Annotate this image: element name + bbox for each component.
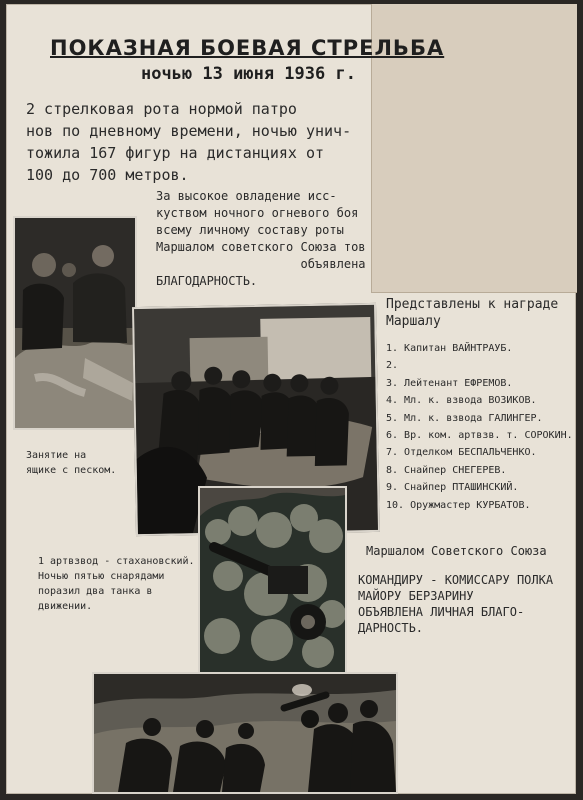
photo-soldiers-position bbox=[92, 672, 398, 794]
list-item: 4. Мл. к. взвода ВОЗИКОВ. bbox=[386, 395, 537, 407]
list-item: 1. Капитан ВАЙНТРАУБ. bbox=[386, 343, 513, 354]
page-subtitle: ночью 13 июня 1936 г. bbox=[141, 64, 356, 84]
list-item: 8. Снайпер СНЕГЕРЕВ. bbox=[386, 464, 507, 476]
main-report-text: 2 стрелковая рота нормой патро нов по дневному времени, ночью унич- тожила 167 фигур на дистанциях от 100 до 700 метров. bbox=[26, 100, 352, 184]
list-item: 5. Мл. к. взвода ГАЛИНГЕР. bbox=[386, 412, 543, 424]
awards-heading: Представлены к награде Маршалу bbox=[386, 297, 559, 329]
page-title: ПОКАЗНАЯ БОЕВАЯ СТРЕЛЬБА bbox=[50, 36, 445, 60]
photo-soldiers-position-image bbox=[94, 674, 396, 792]
list-item: 10. Оружмастер КУРБАТОВ. bbox=[386, 499, 531, 511]
photo-officers bbox=[13, 216, 137, 430]
list-item: 9. Снайпер ПТАШИНСКИЙ. bbox=[386, 482, 519, 494]
marshal-line: Маршалом Советского Союза bbox=[366, 544, 547, 558]
praise-text: За высокое овладение исс- куством ночного огневого боя всему личному составу роты Маршалом советского Союза тов объявлена БЛАГОДАРНОСТЬ. bbox=[156, 189, 366, 288]
awards-list bbox=[386, 340, 573, 514]
list-item: 6. Вр. ком. артвзв. т. СОРОКИН. bbox=[386, 430, 573, 442]
photo-artillery bbox=[198, 486, 347, 675]
list-item: 3. Лейтенант ЕФРЕМОВ. bbox=[386, 377, 513, 389]
photo-officers-image bbox=[15, 218, 135, 428]
photo-artillery-image bbox=[200, 488, 345, 673]
sandbox-caption: Занятие на ящике с песком. bbox=[26, 450, 117, 476]
commander-praise-text: КОМАНДИРУ - КОМИССАРУ ПОЛКА МАЙОРУ БЕРЗАРИНУ ОБЪЯВЛЕНА ЛИЧНАЯ БЛАГО- ДАРНОСТЬ. bbox=[358, 573, 554, 635]
album-page bbox=[6, 4, 576, 794]
list-item: 2. bbox=[386, 360, 399, 372]
list-item: 7. Отделком БЕСПАЛЬЧЕНКО. bbox=[386, 447, 537, 459]
artillery-caption: 1 артвзвод - стахановский. Ночью пятью снарядами поразил два танка в движении. bbox=[38, 556, 195, 612]
